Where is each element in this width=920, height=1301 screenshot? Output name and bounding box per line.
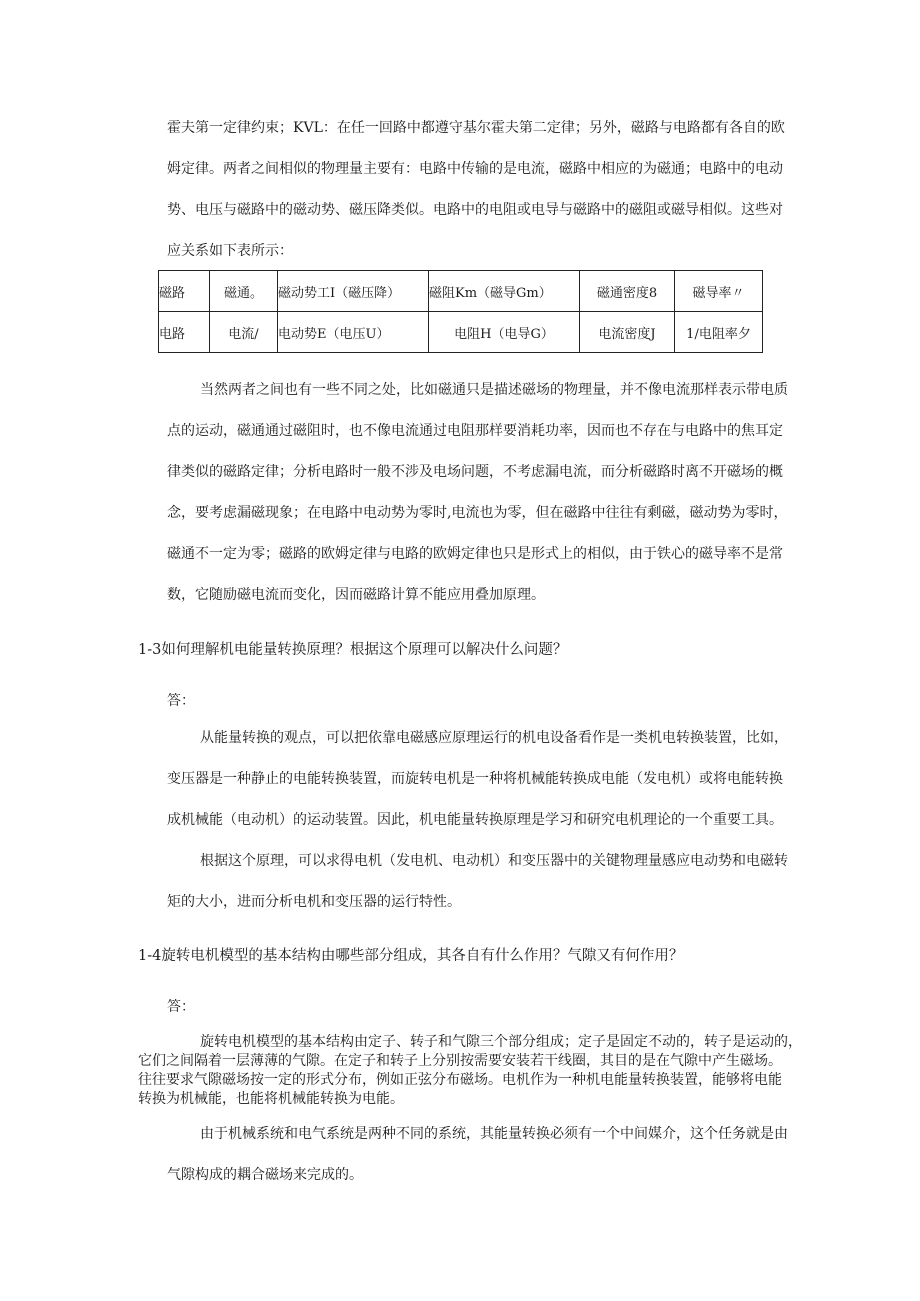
text-line: 它们之间隔着一层薄薄的气隙。在定子和转子上分别按需要安装若干线圈，其目的是在气隙中产生磁场。 [138, 1053, 782, 1069]
text-line: 气隙构成的耦合磁场来完成的。 [167, 1167, 363, 1183]
text-line: 磁通不一定为零；磁路的欧姆定律与电路的欧姆定律也只是形式上的相似，由于铁心的磁导率不是常 [167, 546, 783, 562]
text-line: 霍夫第一定律约束；KVL：在任一回路中都遵守基尔霍夫第二定律；另外，磁路与电路都有各自的欧 [167, 120, 785, 136]
table-cell: 电流/ [210, 312, 278, 353]
text-line: 从能量转换的观点，可以把依靠电磁感应原理运行的机电设备看作是一类机电转换装置，比如， [200, 730, 788, 746]
table-cell: 磁阻Km（磁导Gm） [429, 271, 580, 312]
table-cell: 磁通。 [210, 271, 278, 312]
answer-label: 答： [167, 999, 195, 1015]
text-line: 由于机械系统和电气系统是两种不同的系统，其能量转换必须有一个中间媒介，这个任务就是由 [200, 1126, 788, 1142]
text-line: 数，它随励磁电流而变化，因而磁路计算不能应用叠加原理。 [167, 587, 545, 603]
table-cell: 电动势E（电压U） [278, 312, 429, 353]
difference-paragraph [167, 370, 788, 616]
text-line: 应关系如下表所示： [167, 243, 293, 259]
answer-label: 答： [167, 693, 195, 709]
text-line: 转换为机械能，也能将机械能转换为电能。 [138, 1091, 404, 1107]
text-line: 成机械能（电动机）的运动装置。因此，机电能量转换原理是学习和研究电机理论的一个重要工具。 [167, 812, 783, 828]
table-cell: 电路 [159, 312, 210, 353]
answer-1-3-paragraph-1 [167, 718, 788, 841]
table-cell: 电流密度J [580, 312, 675, 353]
question-1-4: 1-4旋转电机模型的基本结构由哪些部分组成，其各自有什么作用？气隙又有何作用？ [138, 948, 684, 964]
text-line: 旋转电机模型的基本结构由定子、转子和气隙三个部分组成；定子是固定不动的，转子是运动的， [200, 1034, 802, 1050]
table-cell: 1/电阻率夕 [675, 312, 763, 353]
answer-1-4-paragraph-2 [167, 1114, 788, 1196]
text-line: 势、电压与磁路中的磁动势、磁压降类似。电路中的电阻或电导与磁路中的磁阻或磁导相似。这些对 [167, 202, 783, 218]
text-line: 根据这个原理，可以求得电机（发电机、电动机）和变压器中的关键物理量感应电动势和电磁转 [200, 853, 788, 869]
table-cell: 磁动势工I（磁压降） [278, 271, 429, 312]
intro-paragraph [167, 108, 785, 272]
text-line: 往往要求气隙磁场按一定的形式分布，例如正弦分布磁场。电机作为一种机电能量转换装置，能够将电能 [138, 1072, 782, 1088]
table-cell: 磁路 [159, 271, 210, 312]
table-cell: 磁导率〃 [675, 271, 763, 312]
table-row-electric [159, 312, 763, 353]
text-line: 当然两者之间也有一些不同之处，比如磁通只是描述磁场的物理量，并不像电流那样表示带电质 [200, 382, 788, 398]
text-line: 念，要考虑漏磁现象；在电路中电动势为零时,电流也为零，但在磁路中往往有剩磁，磁动势为零时， [167, 505, 788, 521]
text-line: 矩的大小，进而分析电机和变压器的运行特性。 [167, 894, 461, 910]
correspondence-table [158, 270, 763, 353]
text-line: 律类似的磁路定律；分析电路时一般不涉及电场问题，不考虑漏电流，而分析磁路时离不开磁场的概 [167, 464, 783, 480]
table-cell: 磁通密度8 [580, 271, 675, 312]
answer-1-4-paragraph-1 [138, 1033, 802, 1109]
text-line: 变压器是一种静止的电能转换装置，而旋转电机是一种将机械能转换成电能（发电机）或将电能转换 [167, 771, 783, 787]
text-line: 姆定律。两者之间相似的物理量主要有：电路中传输的是电流，磁路中相应的为磁通；电路中的电动 [167, 161, 783, 177]
text-line: 点的运动，磁通通过磁阻时，也不像电流通过电阻那样要消耗功率，因而也不存在与电路中的焦耳定 [167, 423, 783, 439]
table-cell: 电阻H（电导G） [429, 312, 580, 353]
question-1-3: 1-3如何理解机电能量转换原理？根据这个原理可以解决什么问题？ [138, 642, 568, 658]
answer-1-3-paragraph-2 [167, 841, 788, 923]
table-row-magnetic [159, 271, 763, 312]
